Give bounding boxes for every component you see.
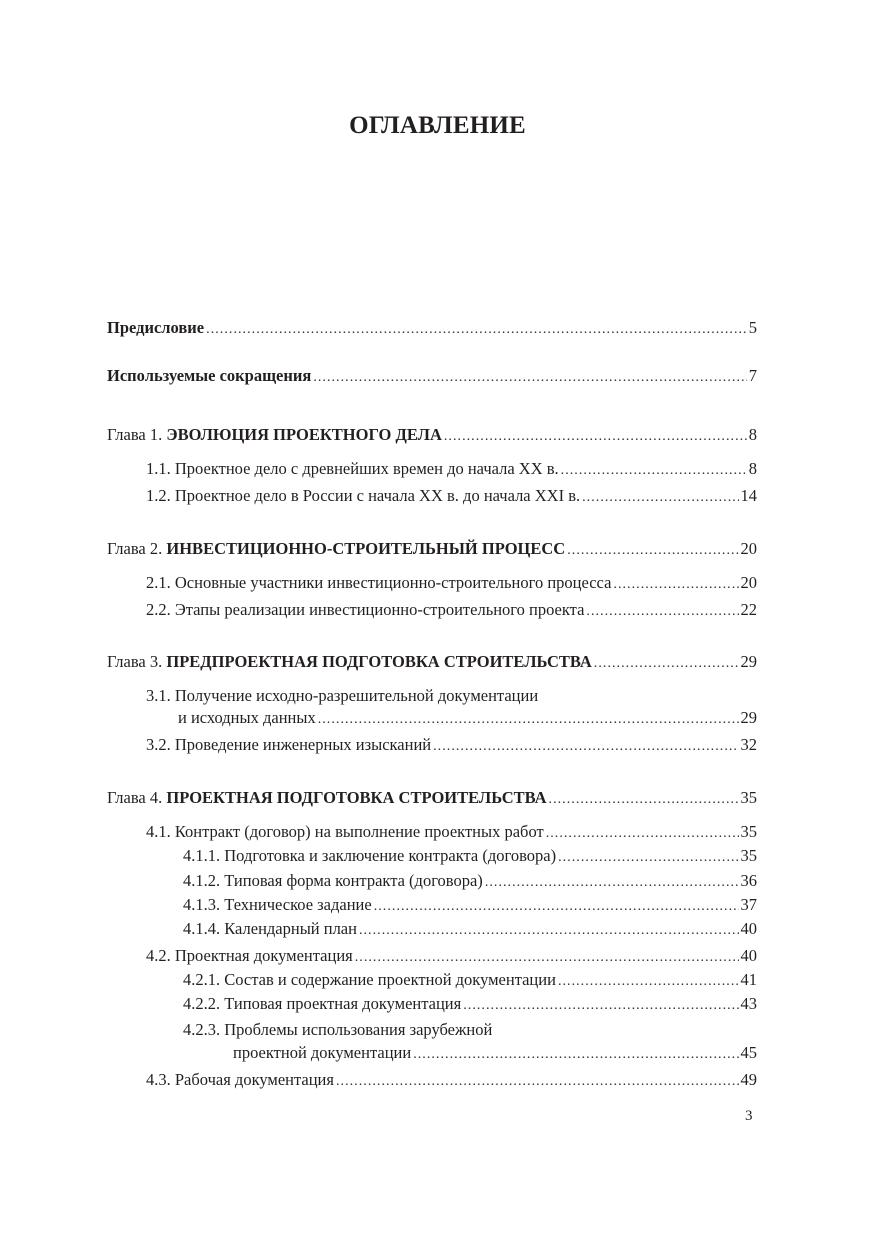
toc-entry-section-4-1[interactable]	[146, 822, 757, 844]
leader-dots	[433, 737, 738, 757]
toc-label: Используемые сокращения	[107, 366, 312, 385]
toc-label: 4.1.3. Техническое задание	[183, 895, 372, 914]
page-title: ОГЛАВЛЕНИЕ	[349, 112, 526, 139]
toc-entry-section-2-2[interactable]	[146, 600, 757, 622]
page-number: 3	[745, 1108, 753, 1124]
toc-label-line-2-row	[233, 1043, 757, 1065]
toc-page: 35	[740, 846, 757, 865]
leader-dots	[546, 824, 739, 844]
toc-entry-chapter-1[interactable]	[107, 425, 757, 447]
leader-dots	[613, 575, 738, 595]
toc-label: 4.1.4. Календарный план	[183, 919, 357, 938]
toc-label: 4.2.1. Состав и содержание проектной документации	[183, 970, 556, 989]
leader-dots	[463, 996, 738, 1016]
toc-page: 5	[748, 318, 757, 337]
toc-page: 20	[740, 573, 757, 592]
leader-dots	[313, 368, 746, 388]
leader-dots	[359, 921, 739, 941]
toc-entry-section-4-1-3[interactable]	[183, 895, 757, 917]
toc-label: 4.1.2. Типовая форма контракта (договора)	[183, 871, 483, 890]
toc-entry-section-1-1[interactable]	[146, 459, 757, 481]
toc-page: 8	[748, 425, 757, 444]
toc-page: 45	[740, 1043, 757, 1062]
toc-label: проектной документации	[233, 1043, 412, 1062]
leader-dots	[567, 541, 738, 561]
toc-label: 4.3. Рабочая документация	[146, 1070, 334, 1089]
leader-dots	[336, 1072, 739, 1092]
toc-label: 3.2. Проведение инженерных изысканий	[146, 735, 432, 754]
leader-dots	[413, 1045, 738, 1065]
toc-entry-chapter-4[interactable]	[107, 788, 757, 810]
toc-entry-section-4-3[interactable]	[146, 1070, 757, 1092]
leader-dots	[206, 320, 747, 340]
toc-entry-preface[interactable]	[107, 318, 757, 340]
toc-entry-chapter-3[interactable]	[107, 652, 757, 674]
toc-entry-section-4-2-2[interactable]	[183, 994, 757, 1016]
leader-dots	[374, 897, 739, 917]
toc-label: Глава 1. ЭВОЛЮЦИЯ ПРОЕКТНОГО ДЕЛА	[107, 425, 442, 444]
toc-label: Предисловие	[107, 318, 205, 337]
toc-entry-chapter-2[interactable]	[107, 539, 757, 561]
leader-dots	[594, 654, 739, 674]
toc-label: Глава 4. ПРОЕКТНАЯ ПОДГОТОВКА СТРОИТЕЛЬСТВА	[107, 788, 547, 807]
toc-label: 1.1. Проектное дело с древнейших времен до начала XX в.	[146, 459, 559, 478]
toc-page: 35	[740, 822, 757, 841]
toc-entry-section-4-2-1[interactable]	[183, 970, 757, 992]
toc-label: Глава 2. ИНВЕСТИЦИОННО-СТРОИТЕЛЬНЫЙ ПРОЦЕСС	[107, 539, 566, 558]
leader-dots	[586, 602, 738, 622]
leader-dots	[318, 710, 739, 730]
toc-entry-section-4-1-1[interactable]	[183, 846, 757, 868]
toc-page: 37	[740, 895, 757, 914]
toc-label: Глава 3. ПРЕДПРОЕКТНАЯ ПОДГОТОВКА СТРОИТЕЛЬСТВА	[107, 652, 592, 671]
leader-dots	[558, 972, 739, 992]
toc-page: 36	[740, 871, 757, 890]
toc-page: 32	[740, 735, 757, 754]
toc-page: 49	[740, 1070, 757, 1089]
leader-dots	[558, 848, 738, 868]
toc-entry-section-4-1-2[interactable]	[183, 871, 757, 893]
leader-dots	[444, 427, 747, 447]
toc-label: 2.1. Основные участники инвестиционно-строительного процесса	[146, 573, 612, 592]
leader-dots	[355, 948, 739, 968]
toc-label: 4.1. Контракт (договор) на выполнение проектных работ	[146, 822, 544, 841]
toc-page: 22	[740, 600, 757, 619]
toc-label: 4.1.1. Подготовка и заключение контракта (договора)	[183, 846, 557, 865]
toc-page: 29	[740, 708, 757, 727]
toc-label-line-1: 4.2.3. Проблемы использования зарубежной	[183, 1020, 493, 1039]
toc-page: 40	[740, 946, 757, 965]
toc-label: 4.2.2. Типовая проектная документация	[183, 994, 462, 1013]
toc-label: и исходных данных	[178, 708, 316, 727]
toc-label: 2.2. Этапы реализации инвестиционно-строительного проекта	[146, 600, 585, 619]
toc-label: 1.2. Проектное дело в России с начала XX в. до начала XXI в.	[146, 486, 581, 505]
toc-label-line-1: 3.1. Получение исходно-разрешительной документации	[146, 686, 539, 705]
toc-entry-section-2-1[interactable]	[146, 573, 757, 595]
toc-page: 14	[740, 486, 757, 505]
toc-page: 29	[740, 652, 757, 671]
toc-page: 41	[740, 970, 757, 989]
toc-page: 43	[740, 994, 757, 1013]
toc-entry-section-4-2[interactable]	[146, 946, 757, 968]
toc-entry-abbreviations[interactable]	[107, 366, 757, 388]
leader-dots	[549, 790, 739, 810]
toc-page: 8	[748, 459, 757, 478]
leader-dots	[485, 873, 739, 893]
toc-entry-section-1-2[interactable]	[146, 486, 757, 508]
leader-dots	[561, 461, 747, 481]
toc-page: 7	[748, 366, 757, 385]
toc-label-line-2-row	[178, 708, 757, 730]
leader-dots	[582, 488, 738, 508]
toc-label: 4.2. Проектная документация	[146, 946, 353, 965]
toc-page: 20	[740, 539, 757, 558]
toc-page: 35	[740, 788, 757, 807]
toc-entry-section-3-2[interactable]	[146, 735, 757, 757]
toc-page: 40	[740, 919, 757, 938]
toc-entry-section-4-1-4[interactable]	[183, 919, 757, 941]
